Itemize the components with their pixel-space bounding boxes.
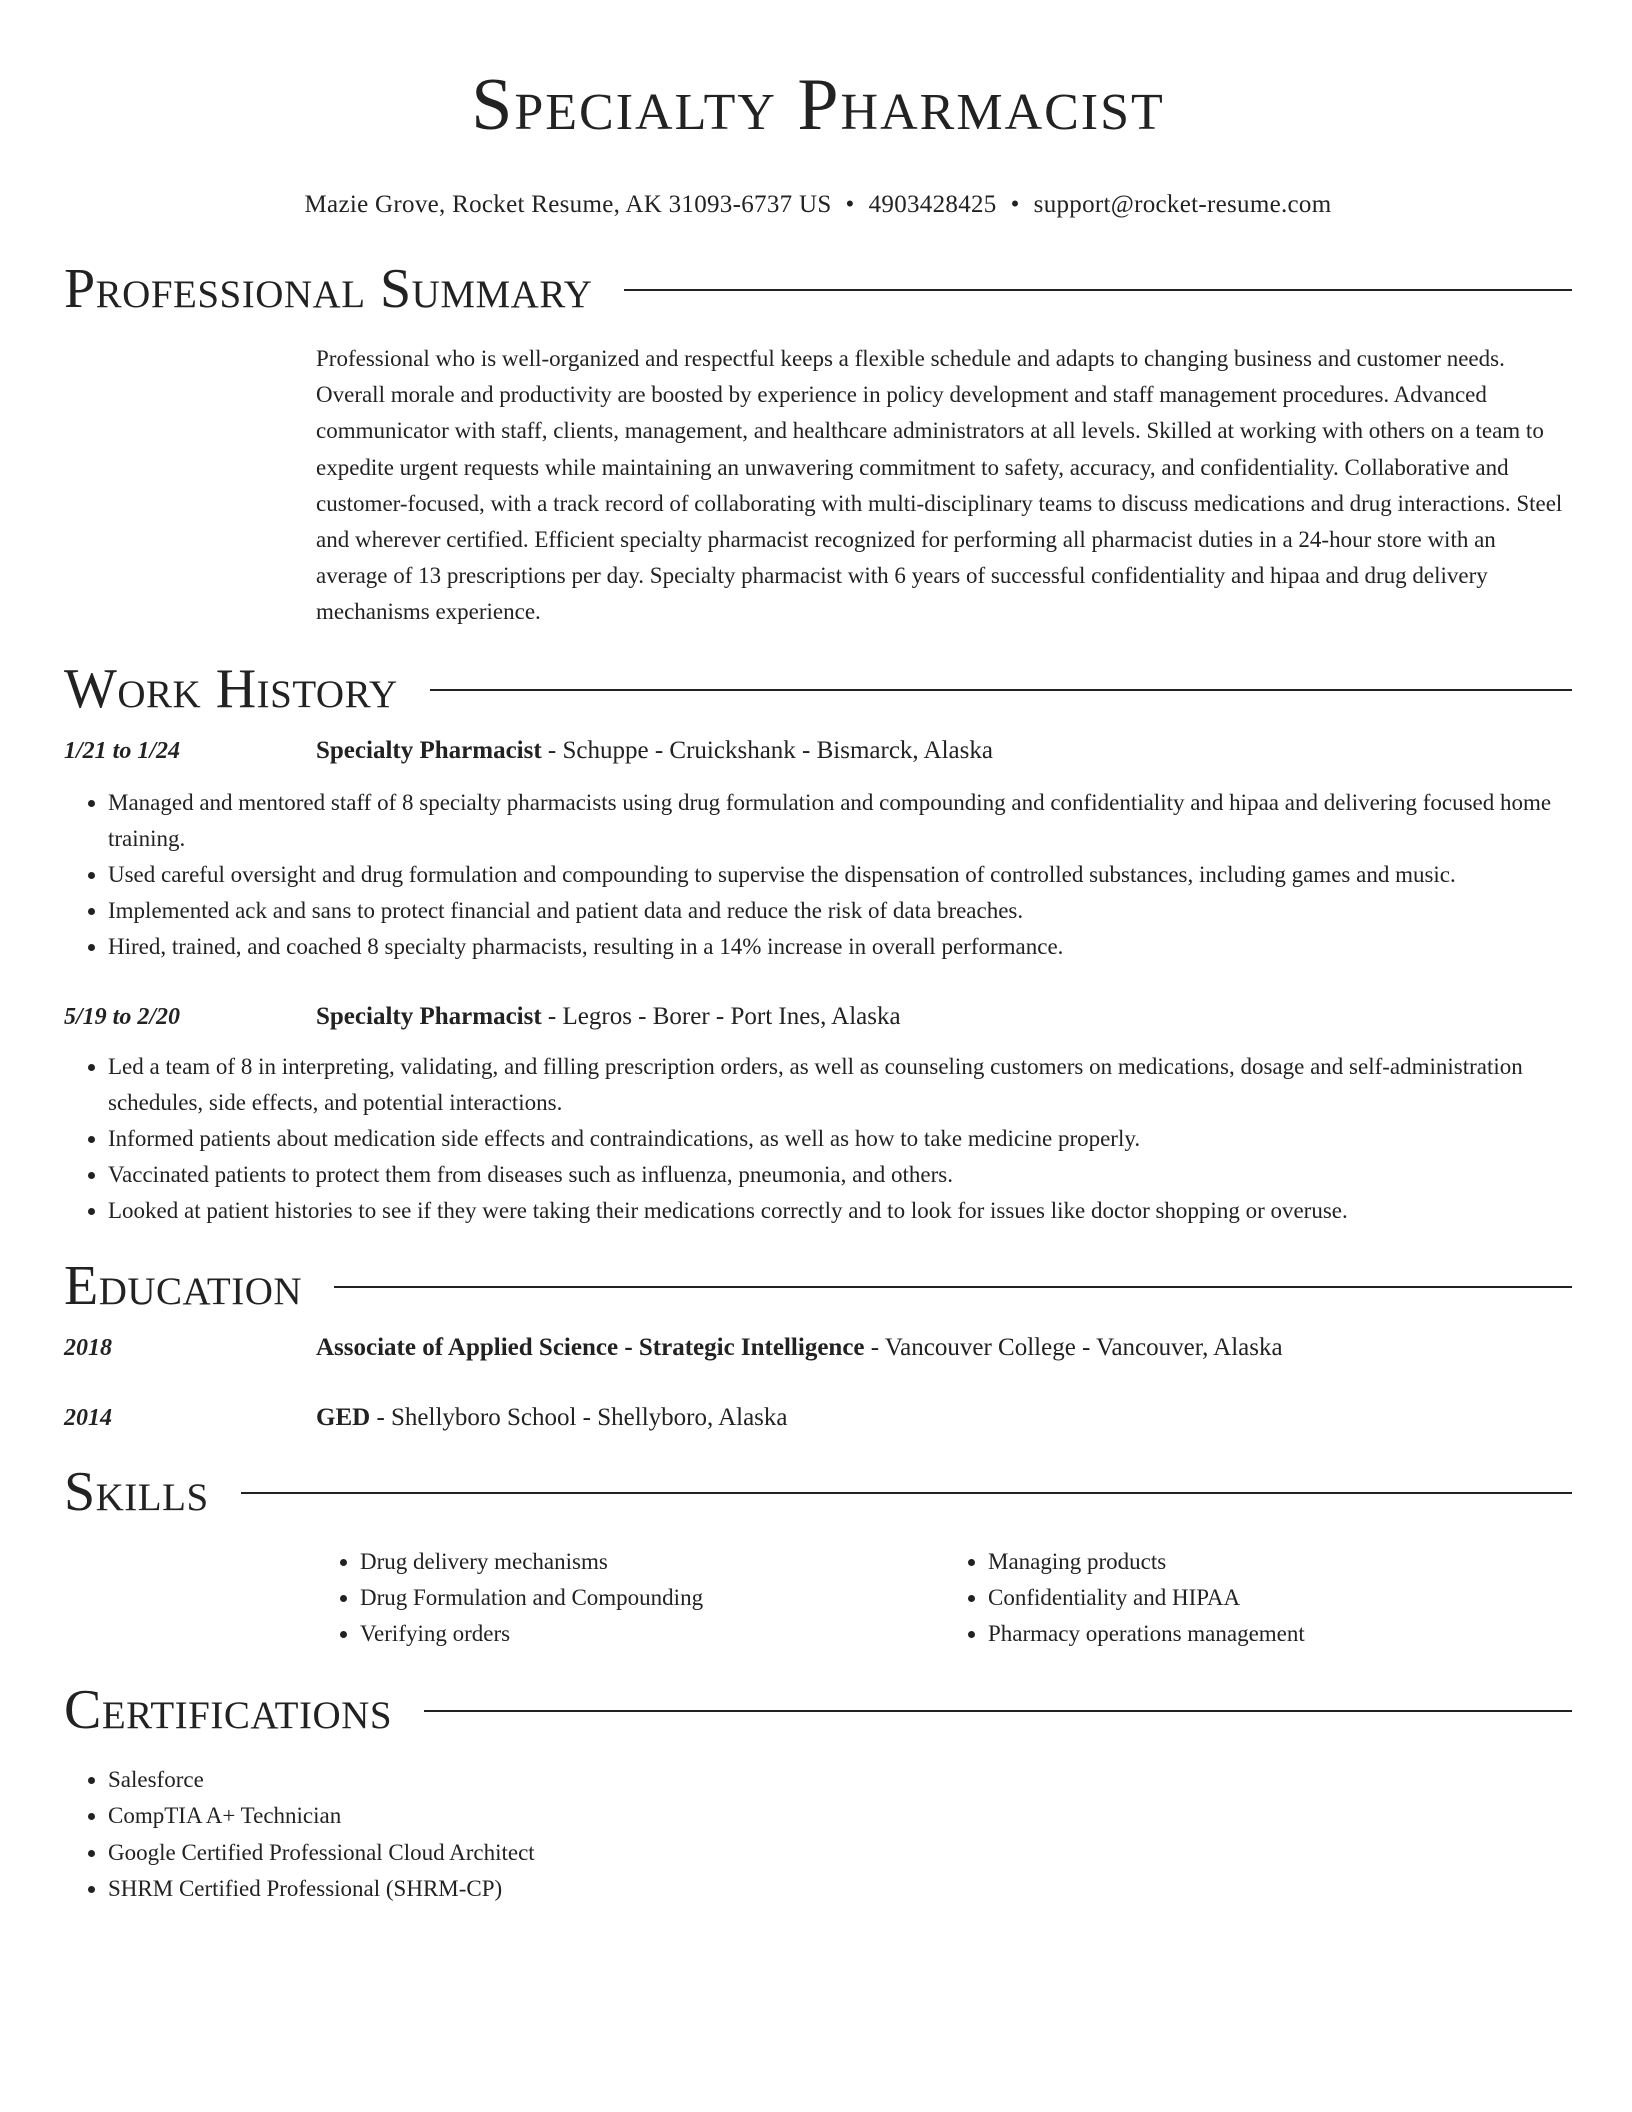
skills-list-left: [316, 1544, 944, 1653]
contact-separator: •: [845, 191, 855, 218]
education-entry: [64, 1400, 1572, 1436]
list-item: • Google Certified Professional Cloud Architect: [108, 1835, 1572, 1871]
education-details: - Shellyboro School - Shellyboro, Alaska: [370, 1403, 788, 1431]
work-bullets: [64, 1049, 1572, 1230]
work-entry-header: [64, 733, 1572, 769]
certifications-list: [64, 1762, 1572, 1907]
section-summary-header: [64, 259, 1572, 319]
list-item: • Vaccinated patients to protect them from diseases such as influenza, pneumonia, and others.: [108, 1157, 1572, 1193]
list-item: • Managing products: [988, 1544, 1572, 1580]
section-divider: [334, 1286, 1572, 1288]
list-item: • Informed patients about medication side effects and contraindications, as well as how to take medicine properly.: [108, 1121, 1572, 1157]
work-title-line: [316, 999, 1572, 1035]
education-line: [316, 1330, 1572, 1366]
list-item: • Used careful oversight and drug formulation and compounding to supervise the dispensation of controlled substances, including games and music.: [108, 857, 1572, 893]
section-divider: [430, 689, 1572, 691]
work-title-line: [316, 733, 1572, 769]
education-year: 2014: [64, 1404, 112, 1431]
section-title: Professional Summary: [64, 258, 593, 320]
section-title: Certifications: [64, 1679, 393, 1742]
contact-phone: 4903428425: [868, 191, 997, 218]
education-entry: [64, 1330, 1572, 1366]
work-dates: 5/19 to 2/20: [64, 1003, 181, 1030]
list-item: • Confidentiality and HIPAA: [988, 1580, 1572, 1616]
work-details: - Legros - Borer - Port Ines, Alaska: [541, 1002, 901, 1030]
work-dates: 1/21 to 1/24: [64, 737, 181, 764]
skills-columns: [316, 1544, 1572, 1653]
section-divider: [241, 1492, 1572, 1494]
contact-line: [64, 188, 1572, 222]
section-work-header: [64, 659, 1572, 719]
work-entry: [64, 733, 1572, 966]
work-details: - Schuppe - Cruickshank - Bismarck, Alaska: [541, 736, 993, 764]
education-details: - Vancouver College - Vancouver, Alaska: [864, 1333, 1283, 1361]
section-certifications-header: [64, 1680, 1572, 1740]
resume-page: [64, 0, 1572, 1907]
summary-text: Professional who is well-organized and respectful keeps a flexible schedule and adapts to changing business and customer needs. Overall morale and productivity are boosted by experience in policy development and staff management procedures. Advanced communicator with staff, clients, management, and healthcare administrators at all levels. Skilled at working with others on a team to expedite urgent requests while maintaining an unwavering commitment to safety, accuracy, and confidentiality. Collaborative and customer-focused, with a track record of collaborating with multi-disciplinary teams to discuss medications and drug interactions. Steel and wherever certified. Efficient specialty pharmacist recognized for performing all pharmacist duties in a 24-hour store with an average of 13 prescriptions per day. Specialty pharmacist with 6 years of successful confidentiality and hipaa and drug delivery mechanisms experience.: [316, 346, 1563, 625]
contact-address: Mazie Grove, Rocket Resume, AK 31093-6737 US: [304, 191, 832, 218]
section-divider: [624, 289, 1572, 291]
list-item: • Looked at patient histories to see if they were taking their medications correctly and to look for issues like doctor shopping or overuse.: [108, 1193, 1572, 1229]
list-item: • Verifying orders: [360, 1616, 944, 1652]
list-item: • Salesforce: [108, 1762, 1572, 1798]
contact-separator: •: [1010, 191, 1020, 218]
education-degree: Associate of Applied Science - Strategic Intelligence: [316, 1333, 865, 1361]
list-item: • Hired, trained, and coached 8 specialty pharmacists, resulting in a 14% increase in overall performance.: [108, 929, 1572, 965]
section-skills-header: [64, 1462, 1572, 1522]
education-year: 2018: [64, 1334, 112, 1361]
list-item: • SHRM Certified Professional (SHRM-CP): [108, 1871, 1572, 1907]
list-item: • CompTIA A+ Technician: [108, 1798, 1572, 1834]
section-title: Skills: [64, 1460, 209, 1523]
list-item: • Managed and mentored staff of 8 specialty pharmacists using drug formulation and compounding and confidentiality and hipaa and delivering focused home training.: [108, 785, 1572, 857]
skills-list-right: [944, 1544, 1572, 1653]
section-title: Work History: [64, 657, 398, 720]
work-entry: [64, 999, 1572, 1230]
work-role: Specialty Pharmacist: [316, 1002, 542, 1030]
resume-title: Specialty Pharmacist: [471, 64, 1165, 146]
education-degree: GED: [316, 1403, 371, 1431]
section-divider: [424, 1710, 1572, 1712]
work-entry-header: [64, 999, 1572, 1035]
work-bullets: [64, 785, 1572, 966]
section-education-header: [64, 1256, 1572, 1316]
list-item: • Led a team of 8 in interpreting, validating, and filling prescription orders, as well as counseling customers on medications, dosage and self-administration schedules, side effects, and potential interactions.: [108, 1049, 1572, 1121]
list-item: • Drug delivery mechanisms: [360, 1544, 944, 1580]
list-item: • Implemented ack and sans to protect financial and patient data and reduce the risk of data breaches.: [108, 893, 1572, 929]
section-title: Education: [64, 1254, 303, 1317]
education-line: [316, 1400, 1572, 1436]
list-item: • Pharmacy operations management: [988, 1616, 1572, 1652]
contact-email[interactable]: support@rocket-resume.com: [1033, 191, 1332, 218]
list-item: • Drug Formulation and Compounding: [360, 1580, 944, 1616]
work-role: Specialty Pharmacist: [316, 736, 542, 764]
